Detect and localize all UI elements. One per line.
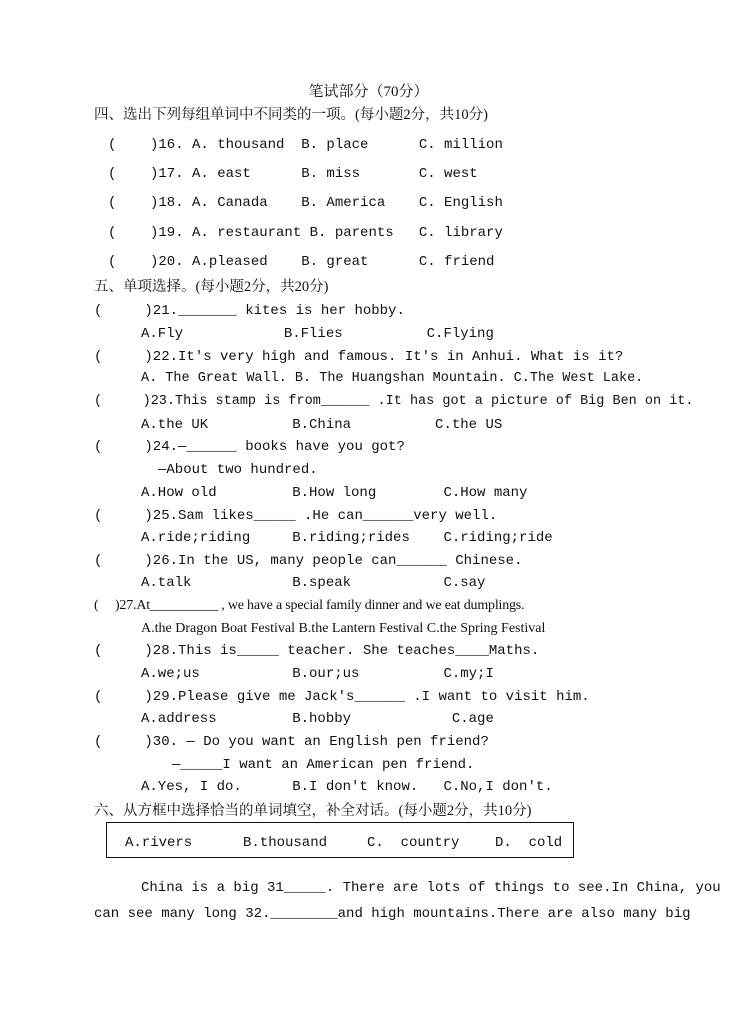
question-30-reply: —_____I want an American pen friend.: [172, 757, 475, 773]
question-21-options: A.Fly B.Flies C.Flying: [141, 326, 494, 342]
question-25-options: A.ride;riding B.riding;rides C.riding;ride: [141, 530, 553, 546]
question-26: ( )26.In the US, many people can______ Chinese.: [94, 553, 523, 569]
passage-line-1: China is a big 31_____. There are lots of things to see.In China, you: [141, 880, 721, 896]
question-17: ( )17. A. east B. miss C. west: [108, 166, 478, 182]
question-29: ( )29.Please give me Jack's______ .I want to visit him.: [94, 689, 590, 705]
word-box-option-a: A.rivers: [125, 835, 193, 851]
question-26-options: A.talk B.speak C.say: [141, 575, 486, 591]
page-title: 笔试部分（70分）: [308, 84, 429, 100]
word-box-option-b: B.thousand: [243, 835, 328, 851]
question-22: ( )22.It's very high and famous. It's in Anhui. What is it?: [94, 349, 624, 365]
question-24-reply: —About two hundred.: [158, 462, 318, 478]
question-27-options: A.the Dragon Boat Festival B.the Lantern Festival C.the Spring Festival: [141, 621, 546, 636]
word-box: [106, 822, 574, 858]
question-23: ( )23.This stamp is from______ .It has got a picture of Big Ben on it.: [94, 394, 694, 409]
passage-line-2: can see many long 32.________and high mountains.There are also many big: [94, 906, 691, 922]
question-29-options: A.address B.hobby C.age: [141, 711, 494, 727]
question-16: ( )16. A. thousand B. place C. million: [108, 137, 503, 153]
question-24: ( )24.—______ books have you got?: [94, 439, 405, 455]
question-20: ( )20. A.pleased B. great C. friend: [108, 254, 495, 270]
word-box-option-c: C. country: [367, 835, 460, 851]
word-box-option-d: D. cold: [495, 835, 563, 851]
question-19: ( )19. A. restaurant B. parents C. library: [108, 225, 503, 241]
question-18: ( )18. A. Canada B. America C. English: [108, 195, 503, 211]
question-30-options: A.Yes, I do. B.I don't know. C.No,I don't.: [141, 779, 553, 795]
question-23-options: A.the UK B.China C.the US: [141, 417, 503, 433]
section-4-heading: 四、选出下列每组单词中不同类的一项。(每小题2分，共10分): [94, 107, 488, 123]
question-30: ( )30. — Do you want an English pen friend?: [94, 734, 489, 750]
question-28-options: A.we;us B.our;us C.my;I: [141, 666, 494, 682]
question-21: ( )21._______ kites is her hobby.: [94, 303, 405, 319]
question-25: ( )25.Sam likes_____ .He can______very well.: [94, 508, 498, 524]
question-24-options: A.How old B.How long C.How many: [141, 485, 528, 501]
question-28: ( )28.This is_____ teacher. She teaches____Maths.: [94, 643, 540, 659]
section-6-heading: 六、从方框中选择恰当的单词填空，补全对话。(每小题2分，共10分): [94, 803, 532, 819]
question-27: ( )27.At__________ , we have a special family dinner and we eat dumplings.: [94, 598, 525, 613]
section-5-heading: 五、单项选择。(每小题2分，共20分): [94, 279, 329, 295]
question-22-options: A. The Great Wall. B. The Huangshan Mountain. C.The West Lake.: [141, 371, 644, 386]
